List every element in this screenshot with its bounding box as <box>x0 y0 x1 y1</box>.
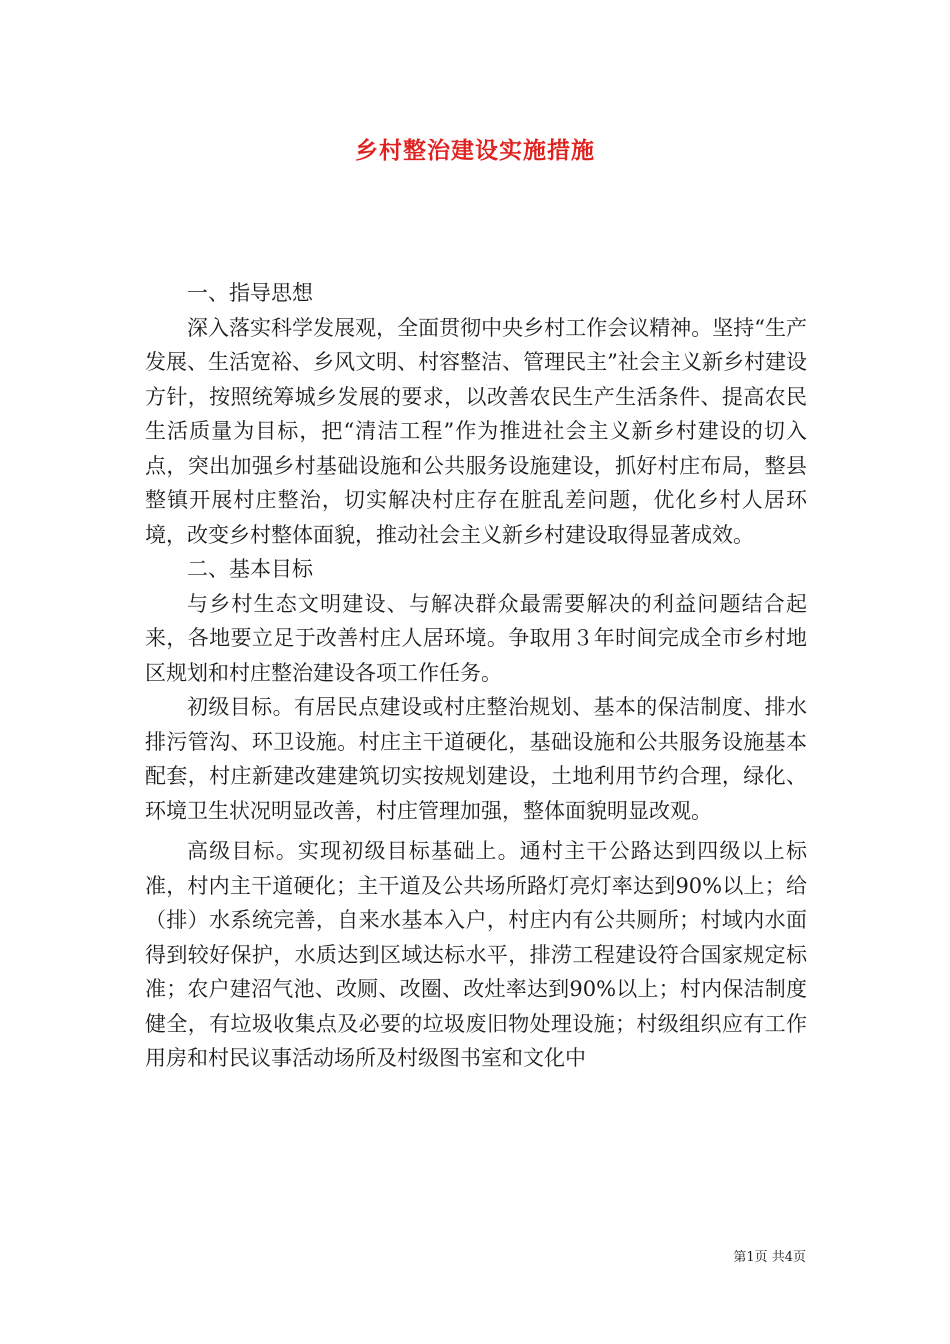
document-body <box>145 276 807 1076</box>
paragraph: 深入落实科学发展观，全面贯彻中央乡村工作会议精神。坚持“生产发展、生活宽裕、乡风文明、村容整洁、管理民主”社会主义新乡村建设方针，按照统筹城乡发展的要求，以改善农民生产生活条件、提高农民生活质量为目标，把“清洁工程”作为推进社会主义新乡村建设的切入点，突出加强乡村基础设施和公共服务设施建设，抓好村庄布局，整县整镇开展村庄整治，切实解决村庄存在脏乱差问题，优化乡村人居环境，改变乡村整体面貌，推动社会主义新乡村建设取得显著成效。 <box>145 315 807 547</box>
page-number: 第1页 共4页 <box>733 1250 806 1265</box>
paragraph: 初级目标。有居民点建设或村庄整治规划、基本的保洁制度、排水排污管沟、环卫设施。村庄主干道硬化，基础设施和公共服务设施基本配套，村庄新建改建建筑切实按规划建设，土地利用节约合理，绿化、环境卫生状况明显改善，村庄管理加强，整体面貌明显改观。 <box>145 695 807 823</box>
paragraph: 与乡村生态文明建设、与解决群众最需要解决的利益问题结合起来，各地要立足于改善村庄人居环境。争取用３年时间完成全市乡村地区规划和村庄整治建设各项工作任务。 <box>145 591 807 685</box>
section-heading: 一、指导思想 <box>187 281 313 305</box>
section-heading: 二、基本目标 <box>187 557 313 581</box>
document-title: 乡村整治建设实施措施 <box>355 137 595 164</box>
paragraph: 高级目标。实现初级目标基础上。通村主干公路达到四级以上标准，村内主干道硬化；主干道及公共场所路灯亮灯率达到90%以上；给（排）水系统完善，自来水基本入户，村庄内有公共厕所；村域内水面得到较好保护，水质达到区域达标水平，排涝工程建设符合国家规定标准；农户建沼气池、改厕、改圈、改灶率达到90%以上；村内保洁制度健全，有垃圾收集点及必要的垃圾废旧物处理设施；村级组织应有工作用房和村民议事活动场所及村级图书室和文化中 <box>145 839 807 1070</box>
